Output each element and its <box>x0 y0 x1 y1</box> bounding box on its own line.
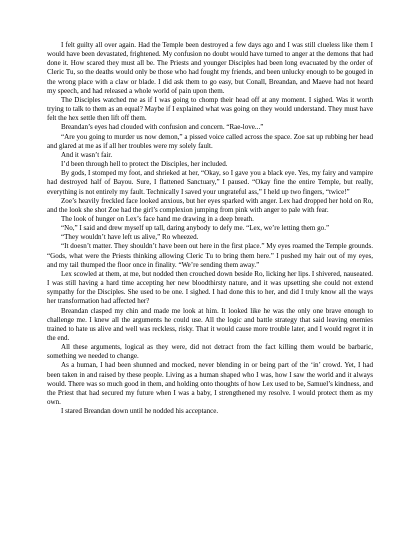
paragraph-11: “They wouldn’t have left us alive,” Ro wheezed. <box>61 233 199 242</box>
paragraph-4: “Are you going to murder us now demon,” a pissed voice called across the space. Zoe sat up rubbing her head and glared at me as if all her troubles were my solely fault. <box>47 132 373 150</box>
paragraph-3: Breandan’s eyes had clouded with confusion and concern. “Rae-love...” <box>61 123 264 132</box>
paragraph-13: Lex scowled at them, at me, but nodded then crouched down beside Ro, licking her lips. I shivered, nauseated. I was still having a hard time accepting her new bloodthirsty nature, and it was upsetting she could not extend sympathy for the Disciples. She used to be one. I sighed. I had done this to her, and did I truly know all the ways her transformation had affected her? <box>47 269 373 306</box>
paragraph-9: The look of hunger on Lex’s face hand me drawing in a deep breath. <box>61 214 254 223</box>
paragraph-14: Breandan clasped my chin and made me look at him. It looked like he was the only one brave enough to challenge me. I knew all the arguments he could use. All the logic and battle strategy that said leaving enemies trained to hate us alive and well was reckless, risky. That it would cause more trouble later, and I would regret it in the end. <box>47 306 373 342</box>
paragraph-8: Zoe’s heavily freckled face looked anxious, but her eyes sparked with anger. Lex had dropped her hold on Ro, and the look she shot Zoe had the girl’s complexion jumping from pink with anger to pale with fear. <box>47 196 373 214</box>
paragraph-16: As a human, I had been shunned and mocked, never blending in or being part of the ‘in’ crowd. Yet, I had been taken in and raised by these people. Living as a human shaped who I was, how I saw the world and it always would. There was so much good in them, and holding onto thoughts of how Lex used to be, Samuel’s kindness, and the Priest that had secured my future when I was a baby, I strengthened my resolve. I would protect them as my own. <box>47 361 373 407</box>
paragraph-10: “No,” I said and drew myself up tall, daring anybody to defy me. “Lex, we’re letting them go.” <box>61 224 330 233</box>
paragraph-5: And it wasn’t fair. <box>61 150 113 159</box>
paragraph-6: I’d been through hell to protect the Disciples, her included. <box>61 160 228 169</box>
paragraph-17: I stared Breandan down until he nodded his acceptance. <box>61 407 219 416</box>
paragraph-15: All these arguments, logical as they were, did not detract from the fact killing them would be barbaric, something we needed to change. <box>47 343 373 361</box>
paragraph-12: “It doesn’t matter. They shouldn’t have been out here in the first place.” My eyes roamed the Temple grounds. “Gods, what were the Priests thinking allowing Cleric Tu to bring them here.” I pushed my hair out of my eyes, and my tail thumped the floor once in finality. “We’re sending them away.” <box>47 242 373 269</box>
paragraph-7: By gods, I stomped my foot, and shrieked at her, “Okay, so I gave you a black eye. Yes, my fairy and vampire had destroyed half of Bayou. Sure, I flattened Sanctuary,” I paused. “Okay fine the entire Temple, but really, everything is not entirely my fault. Technically I saved your ungrateful ass,” I held up two fingers, “twice!” <box>47 169 373 196</box>
paragraph-2: The Disciples watched me as if I was going to chomp their head off at any moment. I sighed. Was it worth trying to talk to them as an equal? Maybe if I explained what was going on they would understand. They must have felt the hex settle then lift off them. <box>47 95 373 123</box>
paragraph-1: I felt guilty all over again. Had the Temple been destroyed a few days ago and I was still clueless like them I would have been devastated, frightened. My confusion no doubt would have turned to anger at the demons that had done it. How scared they must all be. The Priests and younger Disciples had been long evacuated by the order of Cleric Tu, so the deaths would only be those who had fought my friends, and been unlucky enough to be gouged in the wrong place with a claw or blade. I did ask them to go easy, but Conall, Breandan, and Maeve had not heard my speech, and had released a whole world of pain upon them. <box>47 41 373 95</box>
